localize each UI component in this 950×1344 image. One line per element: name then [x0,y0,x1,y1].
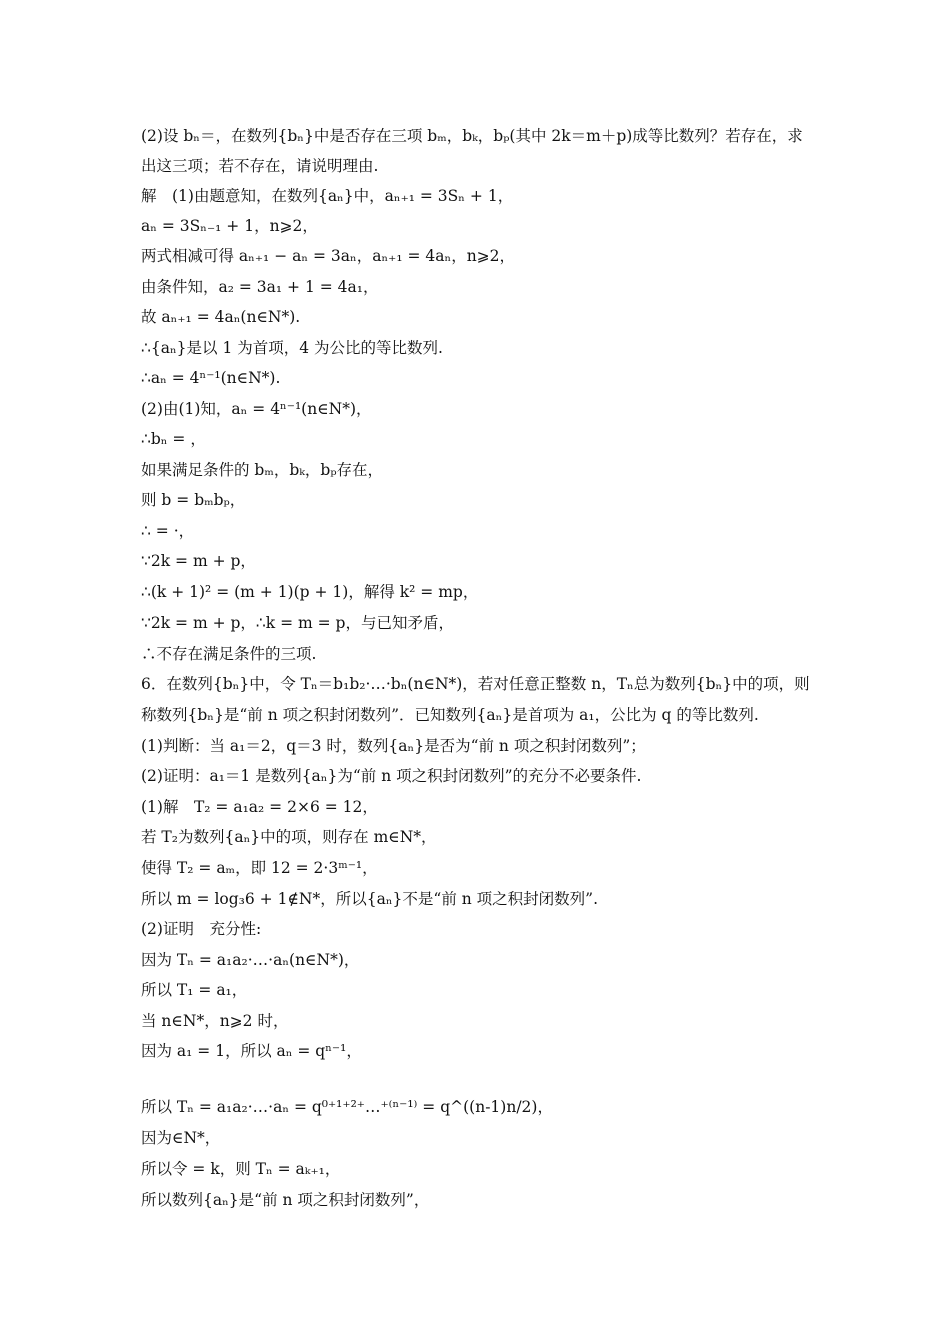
text-line: 解 (1)由题意知，在数列{aₙ}中，aₙ₊₁ = 3Sₙ + 1， [141,187,514,205]
text-line: ∴{aₙ}是以 1 为首项，4 为公比的等比数列. [141,339,443,357]
text-line: 因为 Tₙ = a₁a₂·…·aₙ(n∈N*)， [141,951,360,969]
text-line: ∴bₙ = ， [141,430,206,448]
text-line: 因为∈N*， [141,1129,221,1147]
text-line: 称数列{bₙ}是“前 n 项之积封闭数列”．已知数列{aₙ}是首项为 a₁，公比为 q 的等比数列. [141,706,759,724]
text-line: (2)设 bₙ＝，在数列{bₙ}中是否存在三项 bₘ，bₖ，bₚ(其中 2k＝m＋p)成等比数列？若存在，求 [141,127,803,145]
text-line: 若 T₂为数列{aₙ}中的项，则存在 m∈N*， [141,828,437,846]
text-line: 因为 a₁ = 1，所以 aₙ = qⁿ⁻¹， [141,1042,362,1060]
text-line: ∴(k + 1)² = (m + 1)(p + 1)，解得 k² = mp， [141,583,479,601]
text-line: 所以令 = k，则 Tₙ = aₖ₊₁， [141,1160,341,1178]
text-line: aₙ = 3Sₙ₋₁ + 1，n⩾2， [141,217,318,235]
text-line: 则 b = bₘbₚ， [141,491,246,509]
text-line: ∴aₙ = 4ⁿ⁻¹(n∈N*). [141,369,281,387]
text-line: (2)证明 充分性: [141,920,262,938]
text-line: (1)判断：当 a₁＝2，q＝3 时，数列{aₙ}是否为“前 n 项之积封闭数列”； [141,737,646,755]
text-line: 出这三项；若不存在，请说明理由. [141,157,379,175]
text-line: 所以 T₁ = a₁， [141,981,248,999]
text-line: 当 n∈N*，n⩾2 时， [141,1012,289,1030]
text-line: 如果满足条件的 bₘ，bₖ，bₚ存在， [141,461,384,479]
text-line: 所以 m = log₃6 + 1∉N*，所以{aₙ}不是“前 n 项之积封闭数列”. [141,890,599,908]
text-line: 6．在数列{bₙ}中，令 Tₙ＝b₁b₂·…·bₙ(n∈N*)，若对任意正整数 n，Tₙ总为数列{bₙ}中的项，则 [141,675,810,693]
text-line: (2)由(1)知，aₙ = 4ⁿ⁻¹(n∈N*)， [141,400,372,418]
text-line: 所以数列{aₙ}是“前 n 项之积封闭数列”， [141,1191,430,1209]
text-line: 使得 T₂ = aₘ，即 12 = 2·3ᵐ⁻¹， [141,859,378,877]
text-line: ∵2k = m + p， [141,552,256,570]
text-line: 所以 Tₙ = a₁a₂·…·aₙ = q⁰⁺¹⁺²⁺…⁺⁽ⁿ⁻¹⁾ = q^((n-1)n/2)， [141,1098,553,1116]
text-line: ∴不存在满足条件的三项. [141,645,317,663]
text-line: 故 aₙ₊₁ = 4aₙ(n∈N*). [141,308,301,326]
text-line: ∴ = ·， [141,522,195,540]
text-line: (1)解 T₂ = a₁a₂ = 2×6 = 12， [141,798,378,816]
text-line: 由条件知，a₂ = 3a₁ + 1 = 4a₁， [141,278,379,296]
text-line: (2)证明：a₁＝1 是数列{aₙ}为“前 n 项之积封闭数列”的充分不必要条件. [141,767,642,785]
text-line: 两式相减可得 aₙ₊₁ − aₙ = 3aₙ，aₙ₊₁ = 4aₙ，n⩾2， [141,247,516,265]
text-line: ∵2k = m + p，∴k = m = p，与已知矛盾， [141,614,454,632]
